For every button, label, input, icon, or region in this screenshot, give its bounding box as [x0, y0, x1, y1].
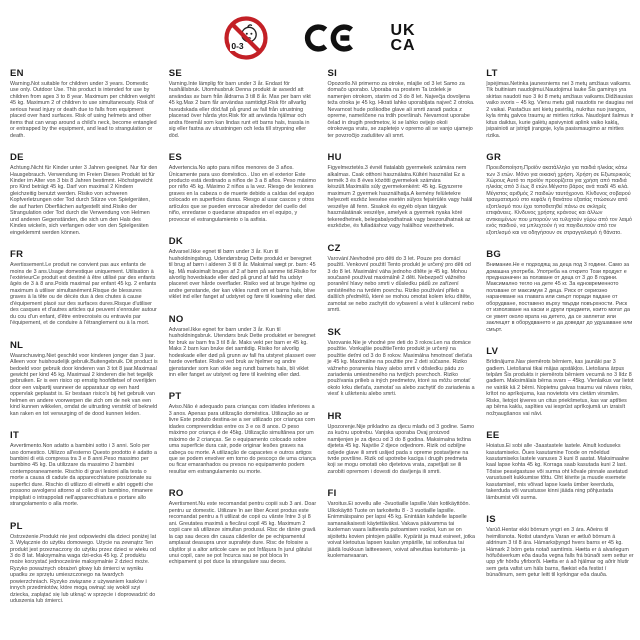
warning-section-gr — [486, 152, 634, 236]
warning-text-es: Advertencia.No apto para niños menores de 3 años. Únicamente para uso doméstico.. Uso en el exterior Este producto está destinado a niños de 3 a 8 años. Peso máximo por niño 45 kg. Máximo 2 niños a la vez. Riesgo de lesiones graves en la cabeza o de muerte debido a caídas del equipo colocado en superficies duras. Riesgo al usar cascos y otros artículos que se pueden enroscar alrededor del cuello del niño, enredarse o quedarse atrapados en el equipo, y provocar el estrangulamiento o la asfixia. — [168, 165, 316, 223]
warning-section-no — [169, 314, 317, 379]
lang-heading-fr: FR — [10, 249, 24, 261]
warning-text-hr: Upozorenje.Nije prikladno za djecu mlađu od 3 godine. Samo za kućnu upotrebu. Vanjska uporaba Ovaj proizvod namijenjen je za djecu od 3 do 8 godina. Maksimalna težina djeteta 45 kg. Najviše 2 djece odjednom. Rizik od ozbiljne ozljede glave ili smrti uslijed pada s opreme postavljene na tvrde površine. Rizik od upotrebe kaciga i drugih predmeta koji se mogu omotati oko djetetova vrata, zapetljati se ili zarobiti opremom i dovesti do davljenja ili smrti. — [327, 423, 475, 475]
warning-text-gr: Προειδοποίηση.Προϊόν ακατάλληλο για παιδιά ηλικίας κάτω των 3 ετών. Μόνο για οικιακή χρήση. Χρήση σε Εξωτερικούς Χώρους Αυτό το προϊόν προορίζεται για χρήση από παιδιά ηλικίας από 3 έως 8 ετών.Μέγιστο βάρος ανά παιδί 45 κιλά. Μέγιστος αριθμός 2 παιδιών ταυτόχρονα. Κίνδυνος σοβαρού τραυματισμού στο κεφάλι ή θανάτου εξαιτίας πτώσεων από εξοπλισμό που έχει τοποθετηθεί πάνω σε σκληρές επιφάνειες. Κίνδυνος χρήσης κράνους και άλλων αντικειμένων που μπορούν να τυλιχτούν γύρω από τον λαιμό ενός παιδιού, να μπλεχτούν ή να παγιδευτούν από τον εξοπλισμό και να οδηγήσουν σε στραγγαλισμό ή θάνατο. — [486, 165, 632, 236]
ukca-line2: CA — [390, 37, 416, 54]
warning-text-ee: Hoiatus.Ei sobi alle -3aastastele lastele. Ainult koduseks kasutamiseks. Õues kasutamine Toode on mõeldud kasutamiseks lastele vanuses 3 kuni 8 aastat. Maksimaalne kaal lapse kohta 45 kg. Korraga saab kasutada kuni 2 last. Tõsise peavigastuse või surma oht kõvale pinnale asetatud varustuselt kukkumise tõttu. Oht kiivrite ja muude esemete kasutamisel, mis võivad lapse kaela ümber keerduda, takerduda või varustusse kinni jääda ning põhjustada lämbumist või surma. — [486, 443, 630, 501]
warning-section-fr — [10, 249, 158, 327]
warning-section-ro — [169, 488, 317, 566]
lang-heading-nl: NL — [10, 339, 24, 351]
lang-heading-hr: HR — [327, 410, 342, 422]
lang-heading-sk: SK — [327, 326, 342, 338]
lang-heading-lv: LV — [486, 346, 499, 358]
column-1 — [10, 68, 158, 618]
lang-heading-ro: RO — [168, 488, 184, 500]
warning-text-bg: Внимание.Не е подходящ за деца под 3 години. Само за домашна употреба. Употреба на открито Този продукт е предназначен за ползване от деца от 3 до 8 години. Максимално тегло на дете 45 кг. За едновременното ползване от максимум 2 деца. Риск от сериозно нараняване на главата или смърт поради падане от оборудване, поставено върху твърди повърхности. Риск от използване на каски и други предмети, които могат да се увият около врата на детето, да се заплетат или заклещят в оборудването и да доведат до удушаване или смърт. — [486, 262, 633, 333]
age-warning-0-3-icon — [224, 16, 268, 60]
warning-section-nl — [10, 340, 158, 418]
lang-heading-no: NO — [168, 313, 184, 325]
warning-text-ro: Avertisment.Nu este recomandat pentru copiii sub 3 ani. Doar pentru uz domestic. Utilizare în aer liber Acest produs este recomandat pentru a fi utilizat de copii cu vârste între 3 și 8 ani. Greutatea maximă a fiecărui copil 45 kg. Maximum 2 copii care să utilizeze simultan produsul. Risc de rănire gravă la cap sau deces din cauza căderilor de pe echipamentul amplasat deasupra unor suprafețe dure. Risc de folosire a căștilor și a altor articole care se pot înfășura în jurul gâtului unui copil, care se pot încurca sau se pot bloca în echipament și pot duce la strangulare sau deces. — [168, 501, 317, 566]
warning-text-no: Advarsel.Ikke egnet for barn under 3 år. Kun til husholdningsbruk. Utendørs bruk Dette produktet er beregnet for bruk av barn fra 3 til 8 år. Maks vekt per barn er 45 kg. Maks 2 barn kan bruke det samtidig. Risiko for alvorlig hodeskade eller død på grunn av fall fra utstyret plassert over harde overflater. Risiko ved bruk av hjelmer og andre gjenstander som kan vikle seg rundt barnets hals, bli viklet inn eller fanget av utstyret og føre til kvelning eller død. — [168, 326, 316, 378]
lang-heading-pl: PL — [10, 520, 23, 532]
warning-section-sk — [328, 327, 476, 398]
warning-section-lv — [486, 346, 634, 417]
warning-section-it — [10, 430, 158, 508]
column-4 — [486, 68, 634, 618]
warning-section-es — [169, 152, 317, 223]
lang-heading-ee: EE — [486, 430, 500, 442]
warning-text-sk: Varovanie.Nie je vhodné pre deti do 3 rokov.Len na domáce použitie. Vonkajšie použitieTento produkt je určený na použitie deťmi od 3 do 8 rokov. Maximálna hmotnosť dieťaťa je 45 kg. Maximálne na použitie pre 2 deti súčasne. Riziko vážneho poranenia hlavy alebo smrti v dôsledku pádu zo zariadenia umiestneného na tvrdých povrchoch. Riziko používania prilieb a iných predmetov, ktoré sa môžu omotať okolo krku dieťaťa, zamotať sa alebo zachytiť do zariadenia a viesť k uškrteniu alebo smrti. — [327, 339, 475, 398]
lang-heading-hu: HU — [327, 152, 342, 164]
lang-heading-se: SE — [168, 68, 183, 79]
warning-section-cz — [328, 243, 476, 314]
warning-text-de: Achtung.Nicht für Kinder unter 3 Jahren geeignet. Nur für den Hausgebrauch. Verwendung im Freien Dieses Produkt ist für Kinder im Alter von 3 bis 8 Jahren bestimmt. Höchstgewicht pro Kind beträgt 45 kg. Darf von maximal 2 Kindern gleichzeitig benutzt werden. Risiko von schweren Kopfverletzungen oder Tod durch Stürze von Spielgeräten, die auf harten Oberflächen aufgestellt sind.Risiko der Strangulation oder Tod durch die Verwendung von Helmen und anderen Gegenständen, die sich um den Hals des Kindes wickeln, sich verfangen oder von den Spielgeräten eingeklemmt werden können. — [10, 165, 158, 236]
warning-text-se: Varning.Inte lämplig för barn under 3 år. Endast för hushållsbruk. Utomhusbruk Denna produkt är avsedd att användas av barn från åldrarna 3 till 8 år. Max per barn vikt 45 kg.Max 2 barn får användas samtidigt.Risk för allvarlig huvudskada eller död.fall på grund av fall från utrustning placerad över hårda ytor.Risk för att använda hjälmar och andra föremål som kan lindas runt ett barns hals, trassla in sig eller fastna av utrustningen och leda till strypning eller död. — [168, 81, 311, 139]
lang-heading-is: IS — [486, 514, 496, 526]
column-3 — [328, 68, 476, 618]
warning-text-fr: Avertissement.Le produit ne convient pas aux enfants de moins de 3 ans.Usage domestique uniquement. Utilisation à l'extérieurCe produit est destiné à être utilisé par des enfants âgés de 3 à 8 ans.Poids maximal par enfant 45 kg. 2 enfants maximum à utiliser simultanément.Risque de blessures graves à la tête ou de décès dus à des chutes à cause d'équipement placé sur des surfaces dures.Risque d'utiliser des casques et d'autres articles qui peuvent s'enrouler autour du cou d'un enfant, d'être entrecroisés ou entravés par l'équipement, et de conduire à l'étranglement ou à la mort. — [10, 262, 157, 327]
warning-section-dk — [169, 236, 317, 301]
column-2 — [169, 68, 317, 618]
lang-heading-si: SI — [327, 68, 338, 79]
warning-text-nl: Waarschuwing.Niet geschikt voor kinderen jonger dan 3 jaar. Alleen voor huishoudelijk gebruik.Buitengebruik. Dit product is bedoeld voor gebruik door kinderen van 3 tot 8 jaar.Maximaal gewicht per kind 45 kg. Maximaal 2 kinderen die het tegelijk gebruiken. Er is een risico op ernstig hoofdletsel of overlijden door een valpartij wanneer de apparatuur op een hard oppervlak geplaatst is. Er bestaan risico's bij het gebruik van helmen en andere voorwerpen die zich om de nek van een kind kunnen wikkelen, omdat de uitrusting verstrikt of bekneld kan raken en tot verwurging of de dood kunnen leiden. — [10, 352, 158, 417]
warning-section-bg — [486, 249, 634, 333]
warning-columns — [0, 64, 640, 618]
ce-mark-icon — [304, 21, 354, 55]
lang-heading-bg: BG — [486, 249, 502, 261]
lang-heading-lt: LT — [486, 68, 498, 79]
warning-section-ee — [486, 430, 634, 501]
warning-text-it: Avvertimento.Non adatto a bambini sotto i 3 anni. Solo per uso domestico. Utilizzo all'esterno Questo prodotto è adatto a bambini di età compresa tra 3 e 8 anni.Peso massimo per bambino 45 kg. Da utilizzare da massimo 2 bambini contemporaneamente. Rischio di gravi lesioni alla testa o morte a causa di cadute da apparecchiature posizionate su superfici dure. Rischio di utilizzo di elmetti e altri oggetti che possono avvolgersi attorno al collo di un bambino, rimanere impigliati o intrappolati nell'apparecchiatura e portare allo strangolamento o alla morte. — [10, 443, 157, 508]
warning-section-hr — [328, 411, 476, 476]
lang-heading-fi: FI — [327, 488, 337, 500]
lang-heading-dk: DK — [168, 236, 184, 248]
warning-section-en — [10, 68, 158, 139]
warning-section-se — [169, 68, 317, 139]
warning-text-cz: Varování.Nevhodné pro děti do 3 let. Pouze pro domácí použití. Venkovní použití Tento produkt je určený pro děti od 3 do 8 let. Maximální váha jednoho dítěte je 45 kg. Mohou současně používat maximálně 2 děti. Nebezpečí vážného poranění hlavy nebo smrti v důsledku pádů ze zařízení umístěného na tvrdém povrchu. Riziko používání přileb a dalších předmětů, které se mohou omotat kolem krku dítěte, zamotat se nebo zachytit do vybavení a vést k uškrcení nebo smrti. — [327, 255, 474, 314]
warning-section-fi — [328, 488, 476, 559]
warning-text-dk: Advarsel.Ikke egnet til børn under 3 år. Kun til husholdningsbrug. Udendørsbrug Dette produkt er beregnet til brug af børn i alderen 3 til 8 år. Maksimal vægt pr. barn: 45 kg. Må maksimalt bruges af 2 af børn på samme tid.Risiko for alvorlig hovedskade eller død på grund af fald fra udstyr placeret over hårde overflader. Risiko ved at bruge hjelme og andre genstande, der kan vikles rundt om et barns hals, blive viklet ind eller fanget af udstyret og føre til kvælning eller død. — [168, 249, 317, 301]
age-warning-label: 0-3 — [231, 41, 245, 51]
lang-heading-cz: CZ — [327, 242, 341, 254]
warning-text-lv: Brīdinājums.Nav piemērots bērniem, kas jaunāki par 3 gadiem. Lietošanai tikai mājas apstākļos. Lietošana ārpus telpām Šis produkts ir piemērots bērniem vecumā no 3 līdz 8 gadiem. Maksimālais bērna svars – 45kg. Vienlaikus var lietot ne vairāk kā 2 bērni. Nopietnu galvas traumu vai nāves risks, krītot no aprīkojuma, kas novietots virs cietām virsmām. Risks, lietojot ķiveres un citus priekšmetus, kas var aptīties ap bērna kaklu, sapīties vai iesprūst aprīkojumā un izraisīt nožņaugšanos vai nāvi. — [486, 359, 634, 417]
warning-section-de — [10, 152, 158, 236]
ukca-line1: UK — [390, 21, 416, 39]
lang-heading-it: IT — [10, 430, 20, 442]
warning-section-hu — [328, 152, 476, 230]
lang-heading-gr: GR — [486, 152, 502, 164]
warning-text-lt: Įspėjimas.Netinka jaunesniems nei 3 metų amžiaus vaikams. Tik buitiniam naudojimui.Naudojimui lauke Šis gaminys yra skirtas naudoti nuo 3 iki 8 metų amžiaus vaikams.Didžiausias vaiko svoris – 45 kg. Vienu metu gali naudotis ne daugiau nei 2 vaikai. Pastačius ant kietų paviršių, nukritus nuo įrangos, kyla rimtų galvos traumų ar mirties rizika. Naudojant šalmus ir kitus daiktus, kurie galėtų apsivynioti aplink vaiko kaklą, įsipainioti ar įstrigti įrangoje, kyla pasismaugimo ar mirties rizika. — [486, 81, 634, 139]
lang-heading-es: ES — [168, 152, 183, 164]
warning-section-pt — [169, 391, 317, 475]
warning-text-pt: Aviso.Não é adequado para crianças com idades inferiores a 3 anos. Apenas para utilização doméstica. Utilização ao ar livre Este produto destina-se a ser utilizado por crianças com idades compreendidas entre os 3 e os 8 anos. O peso máximo por criança é de 45kg. Utilização simultânea por um máximo de 2 crianças. Se o equipamento colocado sobre uma superfície dura cair, pode originar lesões graves na cabeça ou morte. A utilização de capacetes e outros artigos que se podem envolver em torno do pescoço de uma criança ou ficar emaranhados ou presos no equipamento podem resultar em estrangulamento ou morte. — [168, 404, 316, 475]
warning-text-en: Warning.Not suitable for children under 3 years. Domestic use only. Outdoor Use. This product is intended for use by children from ages 3 to 8 year. Maximum per children weight 45 kg. Maximum 2 of children to use simultaneously. Risk of serious head injury or death due to falls from equipment placed over hard surfaces. Risk of using helmets and other items that can wrap around a child's neck, become entangled or entrapped by the equipment, and lead to strangulation or death. — [10, 81, 157, 139]
lang-heading-en: EN — [10, 68, 24, 79]
warning-text-is: Varúð.Hentar ekki börnum yngri en 3 ára. Aðeins til heimilisnota. Notist utandyra Varan er ætluð börnum á aldrinum 3 til 8 ára. Hámarksþyngd hvers barns er 45 kg. Hámark 2 börn geta notað samtímis. Hætta er á alvarlegum höfuðáverkum eða dauða vegna falls frá búnaði sem settur er upp yfir hörðu yfirborði. Hætta er á að hjálmar og aðrir hlutir sem geta vafist um háls barns, flækist eða festist í búnaðinum, sem getur leitt til kyrkingar eða dauða. — [486, 527, 634, 579]
warning-section-si — [328, 68, 476, 139]
certification-marks — [0, 0, 640, 64]
warning-text-pl: Ostrzeżenie.Produkt nie jest odpowiedni dla dzieci poniżej lat 3. Wyłącznie do użytku domowego. Użycie na zewnątrz Ten produkt jest przeznaczony do użytku przez dzieci w wieku od 3 do 8 lat. Maksymalna waga dzi-ecka 45 kg. Z produktu może korzystać jednocześnie maksymalnie 2 dzieci może. Ryzyko poważnych obrażeń głowy lub śmierci w wyniku upadku ze sprzętu umieszczonego na twardych powierzchniach. Ryzyko związane z używaniem kasków i innych przedmiotów, które mogą owinąć się wokół szyi dziecka, zaplątać się lub utknąć w sprzęcie i doprowadzić do uduszenia lub śmierci. — [10, 533, 157, 605]
warning-text-hu: Figyelmeztetés.3 évnél fiatalabb gyermekek számára nem alkalmas. Csak otthoni használatra.Kültéri használat Ez a termék 3 és 8 éves közötti gyermekek számára készült.Maximális súly gyermekenként: 45 kg. Egyszerre maximum 2 gyermek használhatja.A kemény felületekre helyezett eszköz leesése esetén súlyos fejsérülés vagy halál veszélye áll fenn. Sisakok és egyéb olyan tárgyak használatának veszélye, amelyek a gyermek nyaka köré tekeredhetnek, belegabalyodhatnak vagy beszorulhatnak az eszközbe, és fulladáshoz vagy halálhoz vezethetnek. — [327, 165, 473, 230]
lang-heading-pt: PT — [168, 391, 182, 403]
lang-heading-de: DE — [10, 152, 24, 164]
warning-section-pl — [10, 521, 158, 605]
warning-text-fi: Varoitus.Ei sovellu alle -3vuotiaille lapsille.Vain kotikäyttöön. Ulkokäyttö Tuote on tarkoitettu 8 - 3 vuotiaille lapsille. Enimmäispaino per lapsi 45 kg. Enintään kahdelle lapselle samanaikaisesti käytettäväksi. Vakava päävamma tai kuoleman vaara laitteesta putoamisen vuoksi, kun se on sijoitettu kovien pintojen päälle. Kypärät ja muut esineet, jotka voivat kietoutua lapsen kaulan ympärille, tai sotkeutua tai jäädä loukkuun laitteeseen, voivat aiheuttaa kuristumis- ja kuolemanvaaran. — [327, 501, 475, 560]
warning-section-lt — [486, 68, 634, 139]
warning-text-si: Opozorilo.Ni primerno za otroke, mlajše od 3 let Samo za domačo uporabo. Uporaba na prostem Ta izdelek je namenjen otrokom, starim od 3 do 8 let. Največja dovoljena teža otroka je 45 kg. Hkrati lahko uporabljata največ 2 otroka. Nevarnost hude poškodbe glave ali smrti zaradi padca z opreme, nameščene na trdih površinah. Nevarnost uporabe čelad in drugih predmetov, ki se lahko ovijejo okoli otrokovega vratu, se zapletejo v opremo ali se vanjo ujamejo ter povzročijo zadušitev ali smrt. — [327, 81, 475, 139]
ukca-mark — [390, 23, 415, 53]
warning-section-is — [486, 514, 634, 579]
